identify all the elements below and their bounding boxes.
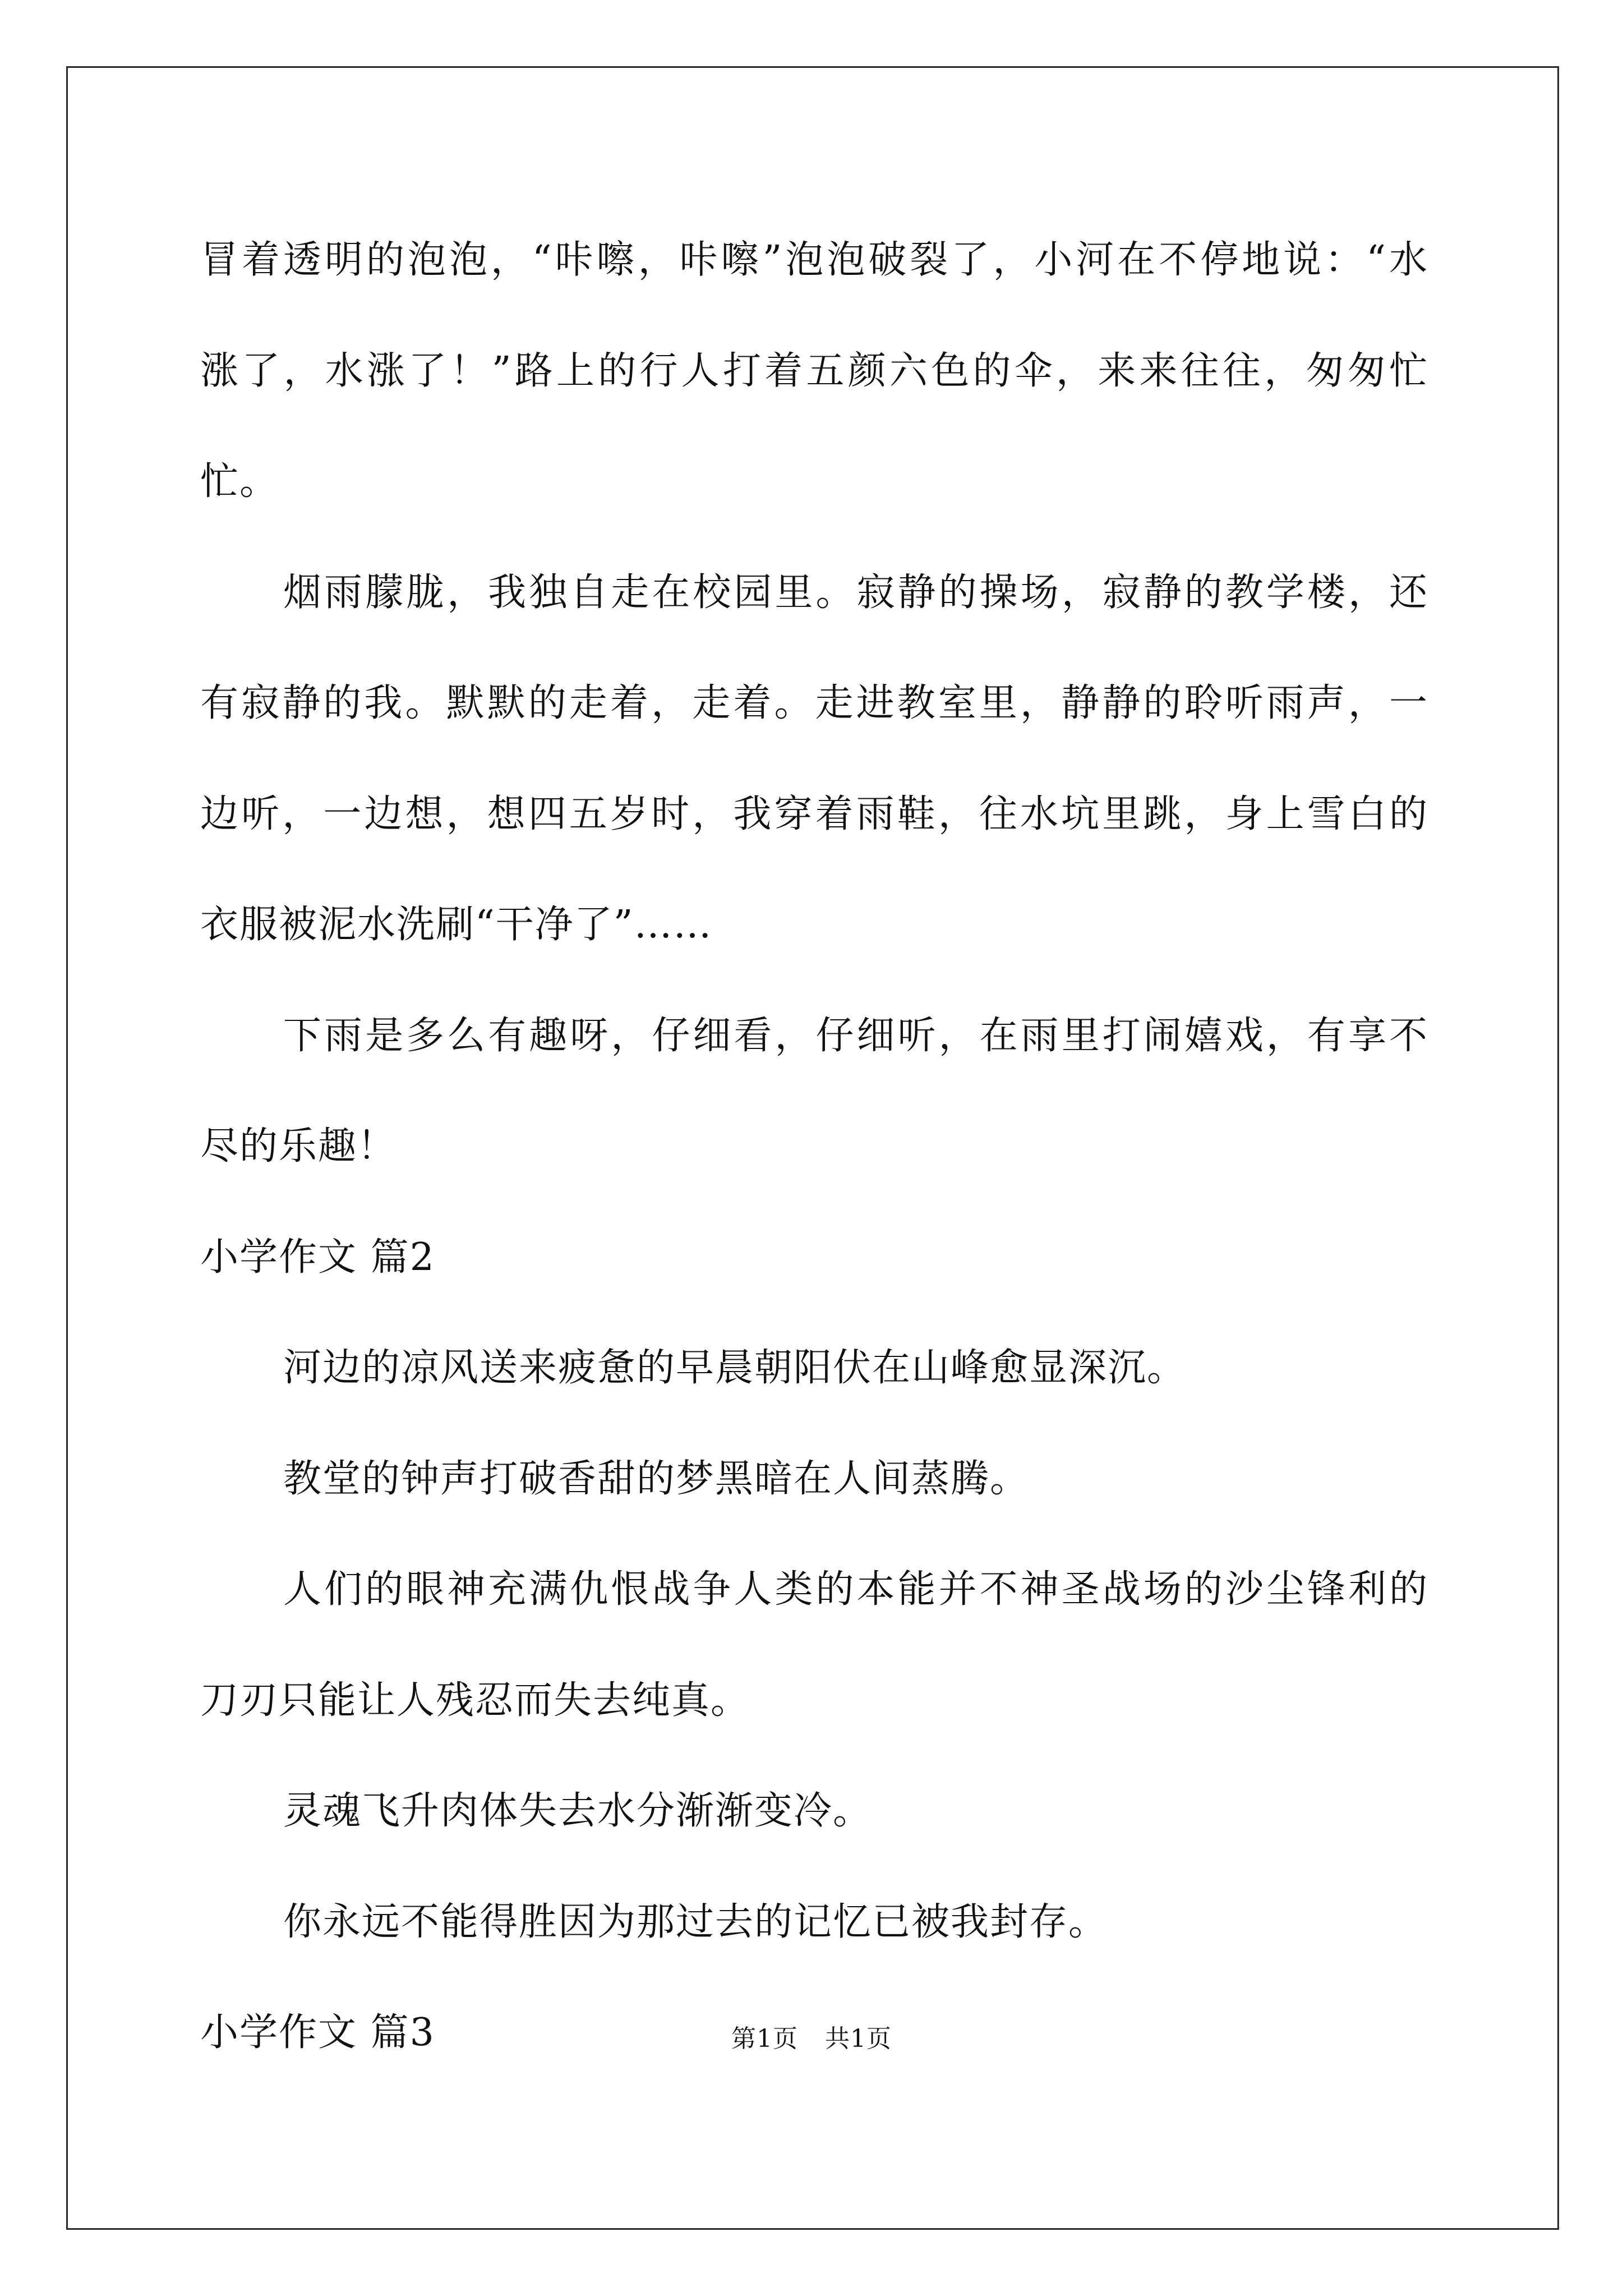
paragraph-line: 涨了，水涨了！”路上的行人打着五颜六色的伞，来来往往，匆匆忙 — [200, 348, 1428, 393]
document-body — [200, 205, 1428, 2088]
paragraph-line: 下雨是多么有趣呀，仔细看，仔细听，在雨里打闹嬉戏，有享不 — [283, 1013, 1428, 1058]
paragraph-line: 人们的眼神充满仇恨战争人类的本能并不神圣战场的沙尘锋利的 — [283, 1567, 1428, 1612]
paragraph-line: 河边的凉风送来疲惫的早晨朝阳伏在山峰愈显深沉。 — [283, 1346, 1187, 1390]
page-footer — [0, 2018, 1623, 2054]
paragraph-line: 有寂静的我。默默的走着，走着。走进教室里，静静的聆听雨声，一 — [200, 681, 1428, 725]
paragraph-line: 衣服被泥水洗刷“干净了”…… — [200, 903, 713, 947]
paragraph-line: 忙。 — [200, 459, 279, 504]
paragraph-line: 教堂的钟声打破香甜的梦黑暗在人间蒸腾。 — [283, 1456, 1030, 1501]
paragraph-line: 冒着透明的泡泡，“咔嚓，咔嚓”泡泡破裂了，小河在不停地说：“水 — [200, 238, 1428, 282]
paragraph-line: 你永远不能得胜因为那过去的记忆已被我封存。 — [283, 1899, 1108, 1944]
paragraph-line: 烟雨朦胧，我独自走在校园里。寂静的操场，寂静的教学楼，还 — [283, 570, 1428, 615]
paragraph-line: 刀刃只能让人残忍而失去纯真。 — [200, 1678, 750, 1723]
page-number: 第1页 — [731, 2024, 798, 2053]
section-heading: 小学作文 篇2 — [200, 1235, 435, 1280]
paragraph-line: 边听，一边想，想四五岁时，我穿着雨鞋，往水坑里跳，身上雪白的 — [200, 792, 1428, 836]
paragraph-line: 尽的乐趣！ — [200, 1124, 397, 1168]
page-total: 共1页 — [825, 2024, 892, 2053]
section-heading: 小学作文 篇3 — [200, 2010, 435, 2055]
paragraph-line: 灵魂飞升肉体失去水分渐渐变冷。 — [283, 1789, 873, 1833]
